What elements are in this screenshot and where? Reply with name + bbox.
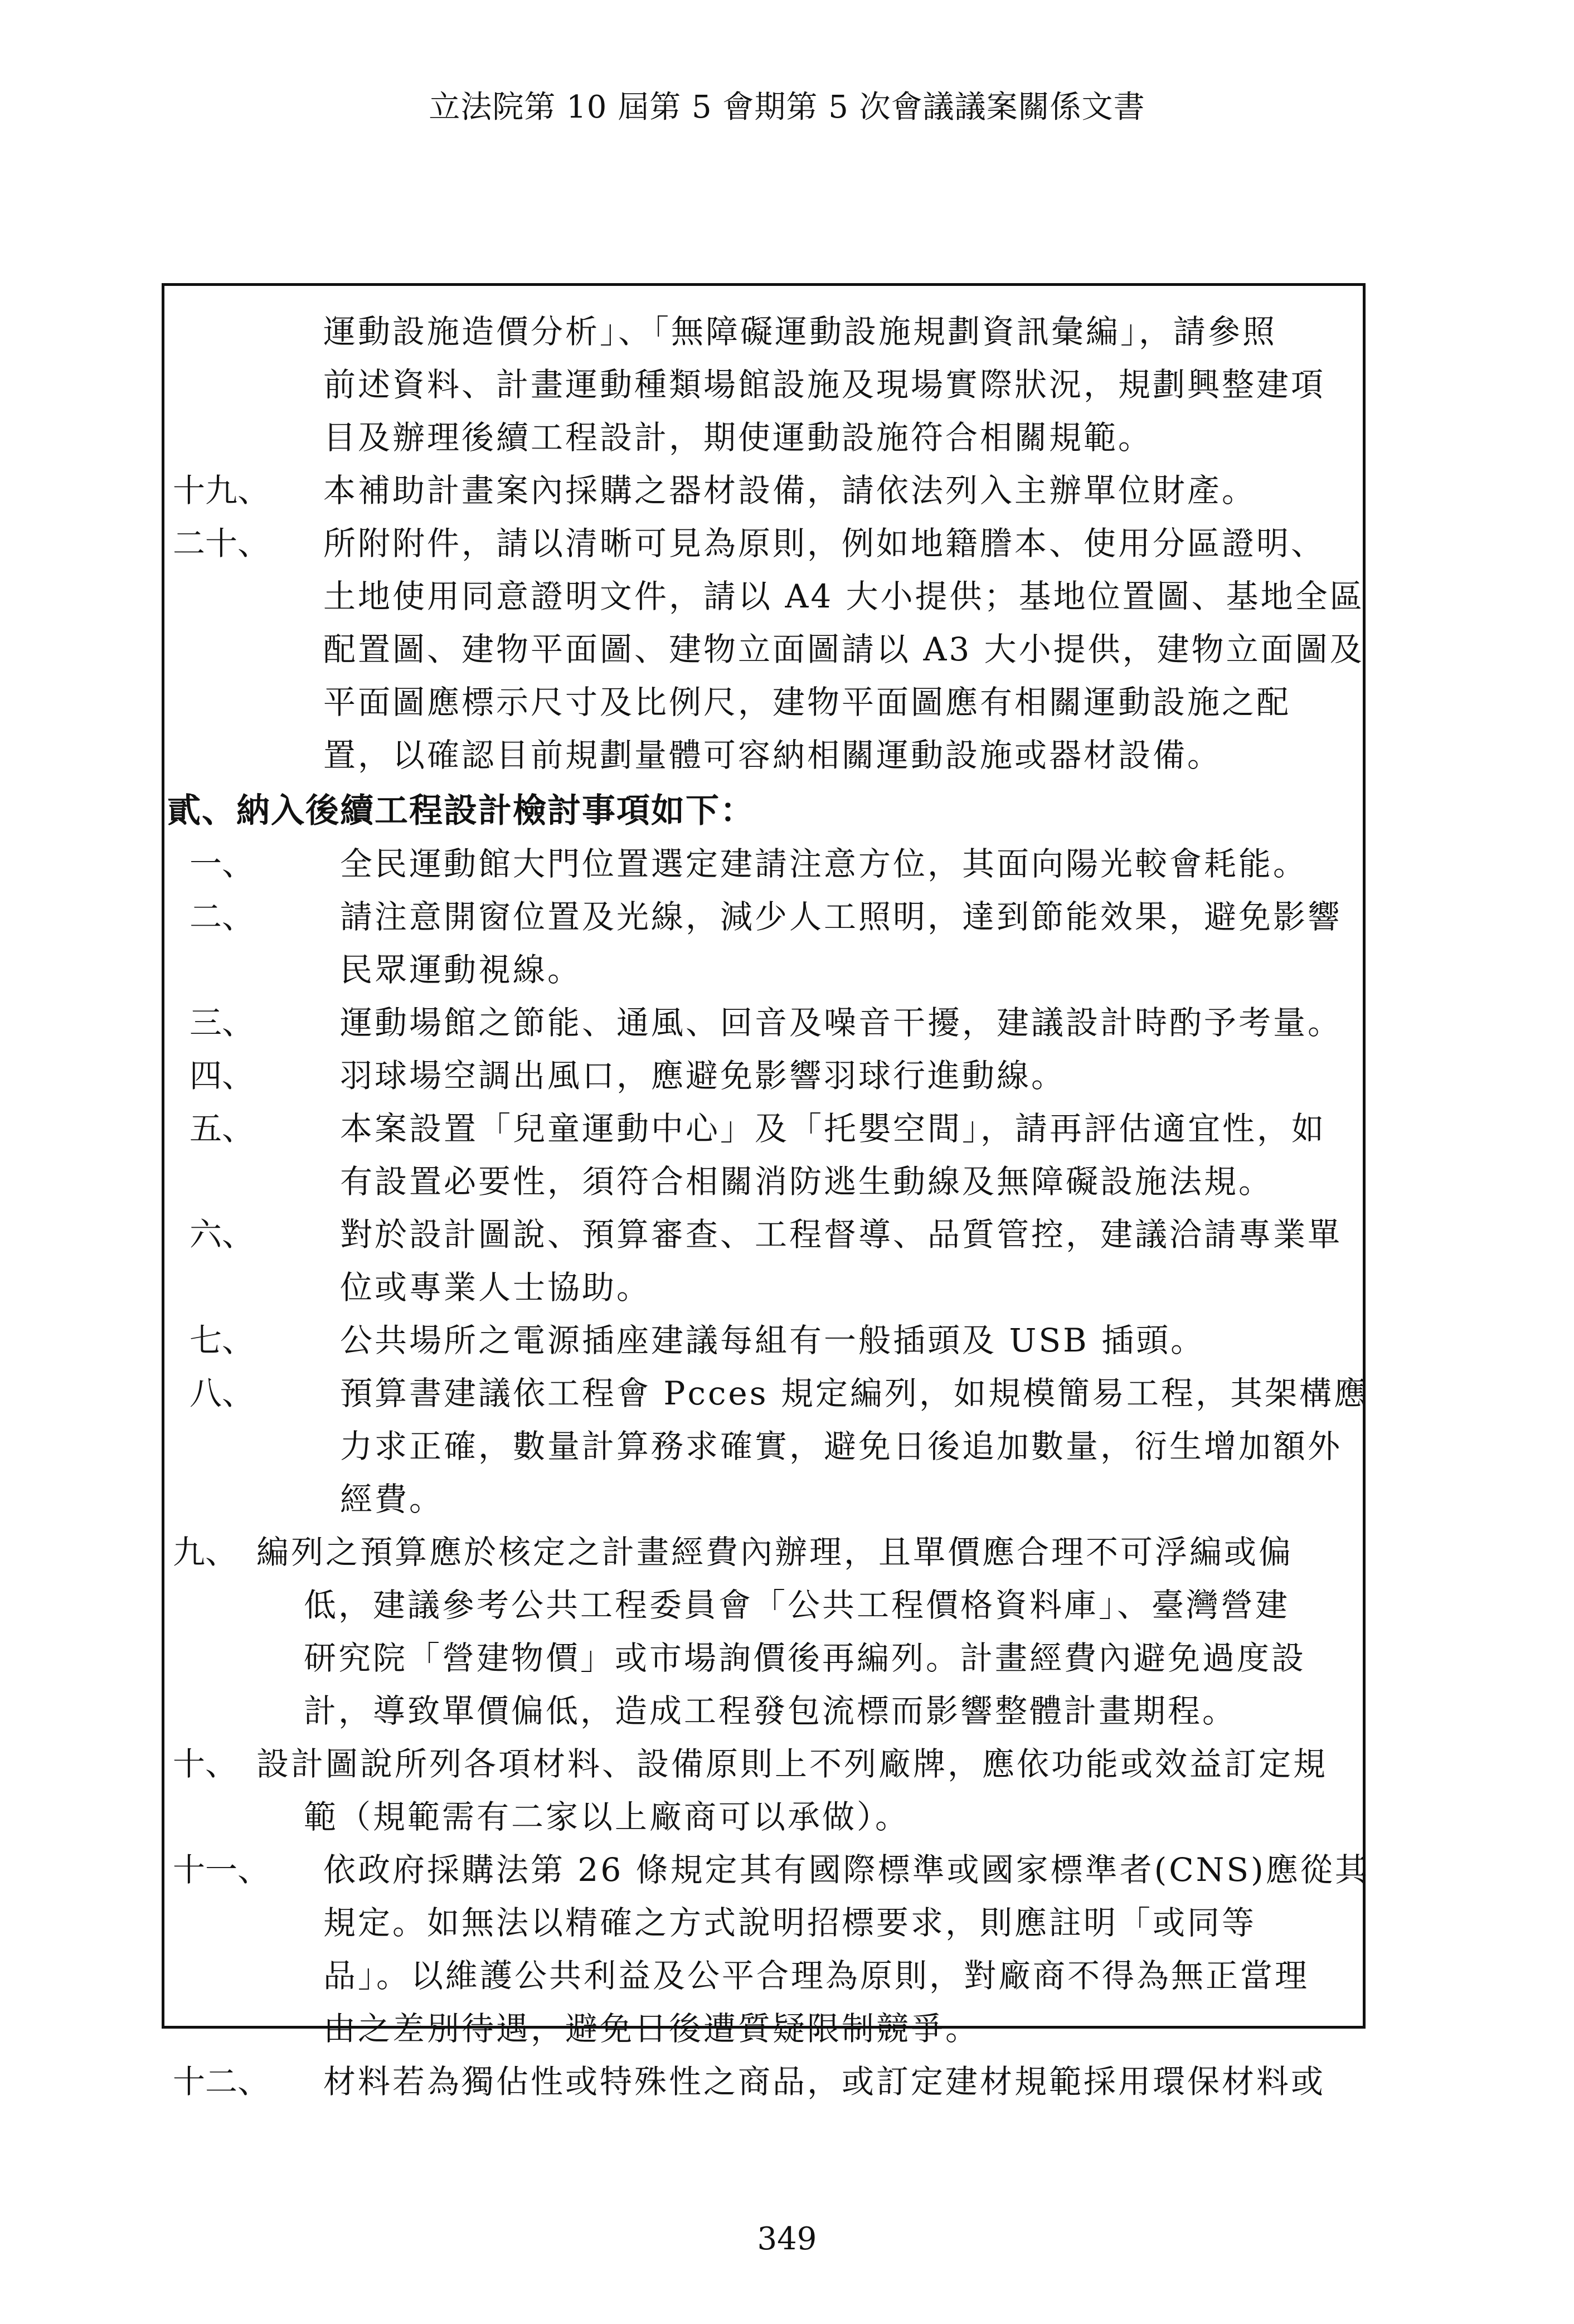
item-20-line-2: 土地使用同意證明文件，請以 A4 大小提供；基地位置圖、基地全區: [323, 577, 1364, 615]
intro-line-1: 運動設施造價分析」、「無障礙運動設施規劃資訊彙編」，請參照: [323, 313, 1277, 351]
s11-line-4: 由之差別待遇，避免日後遭質疑限制競爭。: [323, 2010, 980, 2048]
s8-line-3: 經費。: [340, 1480, 444, 1518]
section-2-title: 貳、納入後續工程設計檢討事項如下：: [167, 791, 755, 830]
s10-number: 十、: [173, 1745, 238, 1783]
s9-line-4: 計，導致單價偏低，造成工程發包流標而影響整體計畫期程。: [304, 1692, 1237, 1730]
intro-line-2: 前述資料、計畫運動種類場館設施及現場實際狀況，規劃興整建項: [323, 366, 1326, 403]
s9-line-3: 研究院「營建物價」或市場詢價後再編列。計畫經費內避免過度設: [304, 1639, 1306, 1677]
s1-line-1: 全民運動館大門位置選定建請注意方位，其面向陽光較會耗能。: [340, 845, 1308, 883]
s8-line-2: 力求正確，數量計算務求確實，避免日後追加數量，衍生增加額外: [340, 1427, 1343, 1465]
s10-line-1: 設計圖說所列各項材料、設備原則上不列廠牌，應依功能或效益訂定規: [256, 1745, 1328, 1783]
document-header: 立法院第 10 屆第 5 會期第 5 次會議議案關係文書: [429, 89, 1145, 125]
s11-number: 十一、: [173, 1851, 270, 1889]
item-19-number: 十九、: [173, 471, 270, 509]
page-number: 349: [757, 2221, 817, 2257]
item-20-line-5: 置，以確認目前規劃量體可容納相關運動設施或器材設備。: [323, 736, 1222, 774]
s10-line-2: 範（規範需有二家以上廠商可以承做）。: [304, 1798, 910, 1836]
s3-number: 三、: [190, 1004, 255, 1042]
s9-line-1: 編列之預算應於核定之計畫經費內辦理，且單價應合理不可浮編或偏: [256, 1533, 1294, 1571]
s7-number: 七、: [190, 1321, 255, 1359]
s6-number: 六、: [190, 1216, 255, 1253]
s9-number: 九、: [173, 1533, 238, 1571]
item-19-line-1: 本補助計畫案內採購之器材設備，請依法列入主辦單位財產。: [323, 471, 1257, 509]
s2-line-2: 民眾運動視線。: [340, 951, 582, 989]
s4-number: 四、: [190, 1057, 255, 1095]
s7-line-1: 公共場所之電源插座建議每組有一般插頭及 USB 插頭。: [340, 1321, 1206, 1359]
s11-line-3: 品」。以維護公共利益及公平合理為原則，對廠商不得為無正當理: [323, 1957, 1310, 1995]
s12-number: 十二、: [173, 2063, 270, 2101]
s5-line-1: 本案設置「兒童運動中心」及「托嬰空間」，請再評估適宜性，如: [340, 1110, 1327, 1148]
s9-line-2: 低，建議參考公共工程委員會「公共工程價格資料庫」、臺灣營建: [304, 1586, 1290, 1624]
s8-number: 八、: [190, 1374, 255, 1412]
item-20-line-3: 配置圖、建物平面圖、建物立面圖請以 A3 大小提供，建物立面圖及: [323, 630, 1364, 668]
s6-line-2: 位或專業人士協助。: [340, 1268, 652, 1306]
s1-number: 一、: [190, 845, 255, 883]
item-20-line-1: 所附附件，請以清晰可見為原則，例如地籍謄本、使用分區證明、: [323, 524, 1326, 562]
s11-line-2: 規定。如無法以精確之方式說明招標要求，則應註明「或同等: [323, 1904, 1257, 1942]
s5-number: 五、: [190, 1110, 255, 1148]
s3-line-1: 運動場館之節能、通風、回音及噪音干擾，建議設計時酌予考量。: [340, 1004, 1343, 1042]
s12-line-1: 材料若為獨佔性或特殊性之商品，或訂定建材規範採用環保材料或: [323, 2063, 1326, 2101]
s11-line-1: 依政府採購法第 26 條規定其有國際標準或國家標準者(CNS)應從其: [323, 1851, 1369, 1889]
s2-number: 二、: [190, 898, 255, 936]
s6-line-1: 對於設計圖說、預算審查、工程督導、品質管控，建議洽請專業單: [340, 1216, 1343, 1253]
s8-line-1: 預算書建議依工程會 Pcces 規定編列，如規模簡易工程，其架構應: [340, 1374, 1368, 1412]
item-20-line-4: 平面圖應標示尺寸及比例尺，建物平面圖應有相關運動設施之配: [323, 683, 1291, 721]
s5-line-2: 有設置必要性，須符合相關消防逃生動線及無障礙設施法規。: [340, 1163, 1274, 1200]
intro-line-3: 目及辦理後續工程設計，期使運動設施符合相關規範。: [323, 419, 1153, 456]
s2-line-1: 請注意開窗位置及光線，減少人工照明，達到節能效果，避免影響: [340, 898, 1343, 936]
item-20-number: 二十、: [173, 524, 270, 562]
s4-line-1: 羽球場空調出風口，應避免影響羽球行進動線。: [340, 1057, 1066, 1095]
